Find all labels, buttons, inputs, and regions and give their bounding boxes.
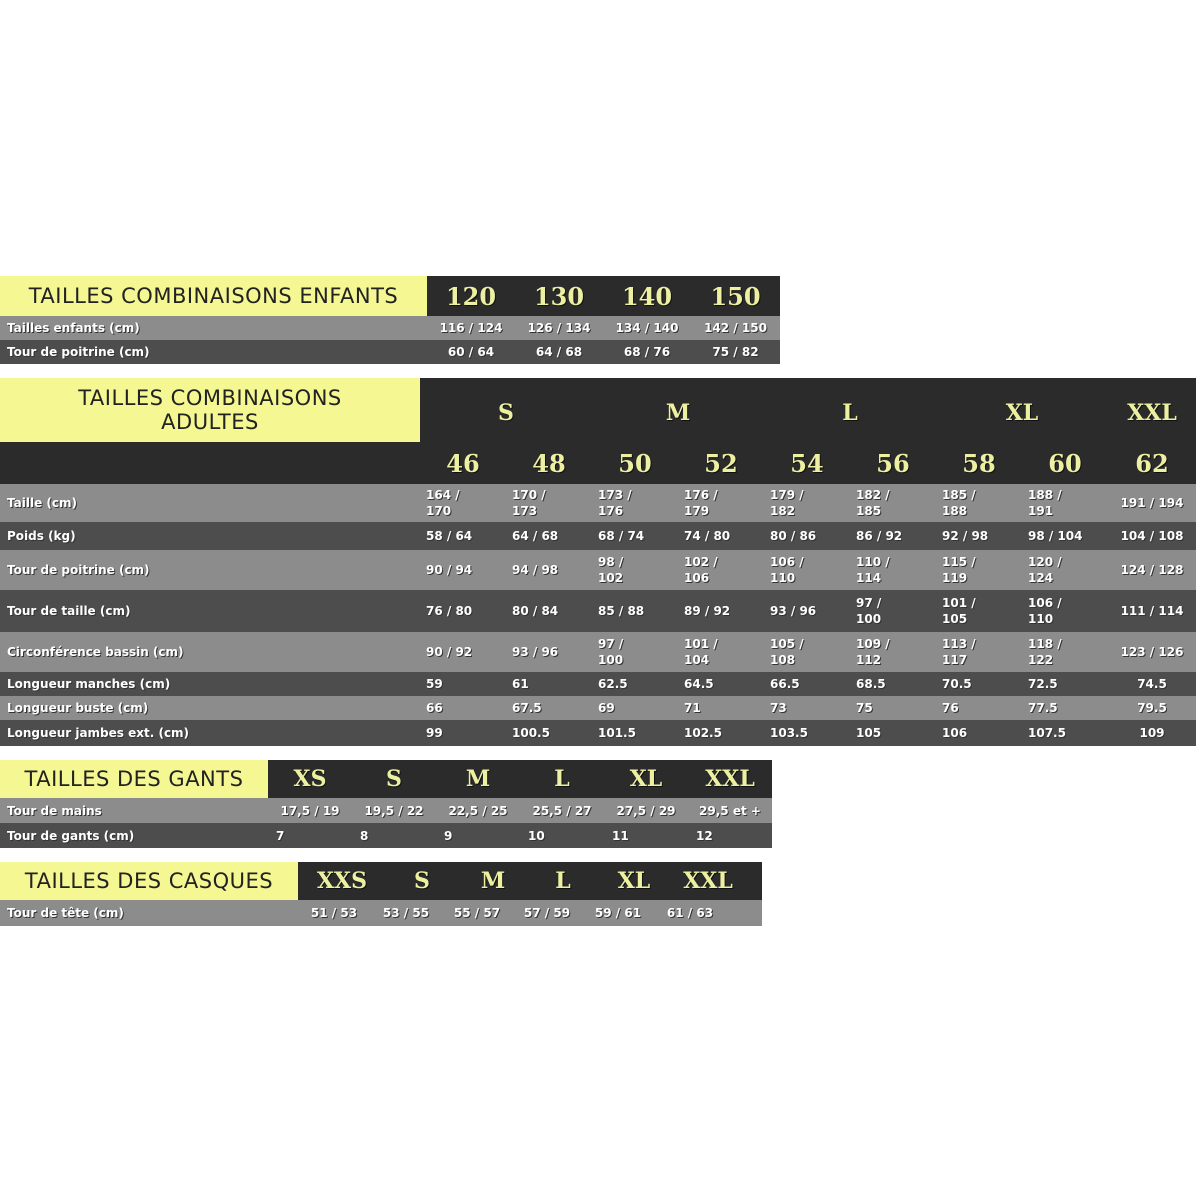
table-cell: 113 / 117 <box>942 637 976 667</box>
adult-table-title: TAILLES COMBINAISONS ADULTES <box>0 378 420 442</box>
table-row <box>0 672 1196 696</box>
adult-size-52: 52 <box>704 448 738 478</box>
table-row <box>0 550 1196 590</box>
table-cell: 77.5 <box>1028 701 1058 715</box>
adult-size-50: 50 <box>618 448 652 478</box>
table-cell: 19,5 / 22 <box>364 803 424 818</box>
helmets-size-header <box>298 862 762 900</box>
row-label: Tailles enfants (cm) <box>7 321 140 335</box>
table-cell: 67.5 <box>512 701 542 715</box>
helmets-size-s: S <box>414 868 430 894</box>
table-cell: 100.5 <box>512 726 550 740</box>
adult-size-56: 56 <box>876 448 910 478</box>
table-cell: 98 / 102 <box>598 555 624 585</box>
row-label: Tour de gants (cm) <box>7 828 135 843</box>
table-cell: 182 / 185 <box>856 488 890 518</box>
table-cell: 102 / 106 <box>684 555 718 585</box>
table-cell: 90 / 92 <box>426 645 473 659</box>
table-cell: 124 / 128 <box>1120 563 1184 577</box>
table-cell: 62.5 <box>598 677 628 691</box>
kids-size-150: 150 <box>710 281 761 311</box>
table-cell: 105 / 108 <box>770 637 804 667</box>
table-cell: 12 <box>696 828 713 843</box>
table-row <box>0 316 780 340</box>
row-label: Tour de poitrine (cm) <box>7 563 150 577</box>
table-cell: 106 <box>942 726 968 740</box>
table-cell: 106 / 110 <box>770 555 804 585</box>
table-cell: 64 / 68 <box>512 529 559 543</box>
table-cell: 79.5 <box>1137 701 1167 715</box>
table-cell: 80 / 84 <box>512 604 559 618</box>
table-cell: 101 / 105 <box>942 596 976 626</box>
table-cell: 64.5 <box>684 677 714 691</box>
table-cell: 179 / 182 <box>770 488 804 518</box>
table-cell: 92 / 98 <box>942 529 989 543</box>
table-cell: 110 / 114 <box>856 555 890 585</box>
table-cell: 118 / 122 <box>1028 637 1062 667</box>
table-cell: 58 / 64 <box>426 529 473 543</box>
table-cell: 142 / 150 <box>704 321 767 335</box>
table-cell: 105 <box>856 726 882 740</box>
table-cell: 59 <box>426 677 443 691</box>
table-cell: 68 / 74 <box>598 529 645 543</box>
table-cell: 103.5 <box>770 726 808 740</box>
table-cell: 176 / 179 <box>684 488 718 518</box>
kids-size-140: 140 <box>621 281 673 311</box>
helmets-size-l: L <box>555 868 571 894</box>
adult-size-table <box>0 378 1196 746</box>
helmets-table-title: TAILLES DES CASQUES <box>0 862 298 900</box>
row-label: Tour de mains <box>7 803 102 818</box>
table-row <box>0 522 1196 550</box>
helmets-size-table <box>0 862 762 926</box>
table-row <box>0 340 780 364</box>
adult-size-xxl: XXL <box>1127 400 1177 426</box>
adult-size-54: 54 <box>790 448 824 478</box>
adult-size-48: 48 <box>532 448 566 478</box>
table-cell: 104 / 108 <box>1120 529 1184 543</box>
table-cell: 59 / 61 <box>594 906 642 920</box>
table-cell: 86 / 92 <box>856 529 903 543</box>
table-cell: 53 / 55 <box>382 906 430 920</box>
table-cell: 75 / 82 <box>712 345 759 359</box>
kids-size-130: 130 <box>533 281 585 311</box>
table-cell: 66.5 <box>770 677 800 691</box>
adult-size-60: 60 <box>1048 448 1082 478</box>
gloves-size-header <box>268 760 772 798</box>
gloves-size-xs: XS <box>293 766 327 792</box>
table-cell: 75 <box>856 701 873 715</box>
table-cell: 173 / 176 <box>598 488 632 518</box>
table-cell: 51 / 53 <box>310 906 358 920</box>
row-label: Poids (kg) <box>7 529 76 543</box>
table-cell: 164 / 170 <box>426 488 460 518</box>
table-cell: 191 / 194 <box>1120 496 1184 510</box>
kids-size-header <box>427 276 780 316</box>
table-cell: 70.5 <box>942 677 972 691</box>
table-cell: 74.5 <box>1137 677 1167 691</box>
table-cell: 8 <box>360 828 369 843</box>
table-cell: 109 / 112 <box>856 637 890 667</box>
table-cell: 74 / 80 <box>684 529 731 543</box>
table-cell: 72.5 <box>1028 677 1058 691</box>
table-cell: 66 <box>426 701 443 715</box>
table-cell: 94 / 98 <box>512 563 559 577</box>
table-row <box>0 696 1196 720</box>
table-cell: 71 <box>684 701 701 715</box>
table-cell: 111 / 114 <box>1120 604 1184 618</box>
table-cell: 61 / 63 <box>666 906 714 920</box>
table-cell: 99 <box>426 726 443 740</box>
table-cell: 90 / 94 <box>426 563 473 577</box>
row-label: Tour de poitrine (cm) <box>7 345 150 359</box>
table-cell: 60 / 64 <box>447 345 495 359</box>
table-cell: 76 <box>942 701 959 715</box>
table-row <box>0 632 1196 672</box>
row-label: Longueur manches (cm) <box>7 677 171 691</box>
adult-size-m: M <box>665 400 691 426</box>
table-cell: 102.5 <box>684 726 722 740</box>
table-cell: 73 <box>770 701 787 715</box>
table-row <box>0 720 1196 746</box>
table-cell: 97 / 100 <box>856 596 882 626</box>
row-label: Tour de tête (cm) <box>7 906 124 920</box>
table-cell: 123 / 126 <box>1120 645 1184 659</box>
gloves-table-title: TAILLES DES GANTS <box>0 760 268 798</box>
adult-letter-size-row <box>420 384 1196 442</box>
table-cell: 89 / 92 <box>684 604 731 618</box>
table-cell: 10 <box>528 828 545 843</box>
table-cell: 126 / 134 <box>527 321 591 335</box>
table-cell: 115 / 119 <box>942 555 976 585</box>
table-cell: 98 / 104 <box>1028 529 1083 543</box>
gloves-size-table <box>0 760 772 848</box>
helmets-size-xxl: XXL <box>683 868 733 894</box>
table-cell: 85 / 88 <box>598 604 645 618</box>
row-label: Longueur jambes ext. (cm) <box>7 726 190 740</box>
table-cell: 7 <box>276 828 285 843</box>
table-cell: 101.5 <box>598 726 636 740</box>
gloves-size-m: M <box>465 766 491 792</box>
adult-size-s: S <box>498 400 514 426</box>
adult-size-62: 62 <box>1135 448 1169 478</box>
adult-rows <box>0 484 1196 746</box>
table-cell: 106 / 110 <box>1028 596 1062 626</box>
table-row <box>0 900 762 926</box>
helmets-size-m: M <box>480 868 506 894</box>
table-cell: 17,5 / 19 <box>280 803 340 818</box>
table-cell: 11 <box>612 828 629 843</box>
kids-size-table <box>0 276 780 364</box>
row-label: Circonférence bassin (cm) <box>7 645 184 659</box>
adult-size-46: 46 <box>446 448 480 478</box>
table-cell: 93 / 96 <box>512 645 559 659</box>
table-cell: 76 / 80 <box>426 604 473 618</box>
table-cell: 107.5 <box>1028 726 1066 740</box>
helmets-size-xxs: XXS <box>316 868 368 894</box>
table-cell: 55 / 57 <box>453 906 501 920</box>
table-cell: 64 / 68 <box>535 345 583 359</box>
table-cell: 68 / 76 <box>623 345 671 359</box>
row-label: Taille (cm) <box>7 496 77 510</box>
table-cell: 109 <box>1139 726 1165 740</box>
kids-size-120: 120 <box>445 281 497 311</box>
table-cell: 80 / 86 <box>770 529 817 543</box>
adult-size-l: L <box>842 400 858 426</box>
kids-table-title: TAILLES COMBINAISONS ENFANTS <box>0 276 427 316</box>
table-row <box>0 798 772 823</box>
helmets-size-xl: XL <box>617 868 651 894</box>
table-cell: 61 <box>512 677 529 691</box>
table-row <box>0 484 1196 522</box>
table-cell: 97 / 100 <box>598 637 624 667</box>
table-cell: 188 / 191 <box>1028 488 1062 518</box>
adult-size-xl: XL <box>1005 400 1039 426</box>
table-row <box>0 823 772 848</box>
table-cell: 68.5 <box>856 677 886 691</box>
table-cell: 25,5 / 27 <box>532 803 592 818</box>
adult-numeric-size-row <box>420 442 1196 484</box>
table-cell: 101 / 104 <box>684 637 718 667</box>
row-label: Longueur buste (cm) <box>7 701 149 715</box>
table-cell: 134 / 140 <box>615 321 679 335</box>
table-cell: 116 / 124 <box>439 321 503 335</box>
gloves-size-s: S <box>386 766 402 792</box>
table-cell: 22,5 / 25 <box>448 803 508 818</box>
table-cell: 120 / 124 <box>1028 555 1062 585</box>
gloves-size-xl: XL <box>629 766 663 792</box>
table-cell: 9 <box>444 828 453 843</box>
row-label: Tour de taille (cm) <box>7 604 131 618</box>
table-row <box>0 590 1196 632</box>
table-cell: 57 / 59 <box>523 906 571 920</box>
adult-size-58: 58 <box>962 448 996 478</box>
gloves-size-l: L <box>554 766 570 792</box>
table-cell: 29,5 et + <box>699 803 761 818</box>
table-cell: 185 / 188 <box>942 488 976 518</box>
table-cell: 170 / 173 <box>512 488 546 518</box>
gloves-size-xxl: XXL <box>705 766 755 792</box>
table-cell: 27,5 / 29 <box>616 803 676 818</box>
table-cell: 69 <box>598 701 615 715</box>
table-cell: 93 / 96 <box>770 604 817 618</box>
